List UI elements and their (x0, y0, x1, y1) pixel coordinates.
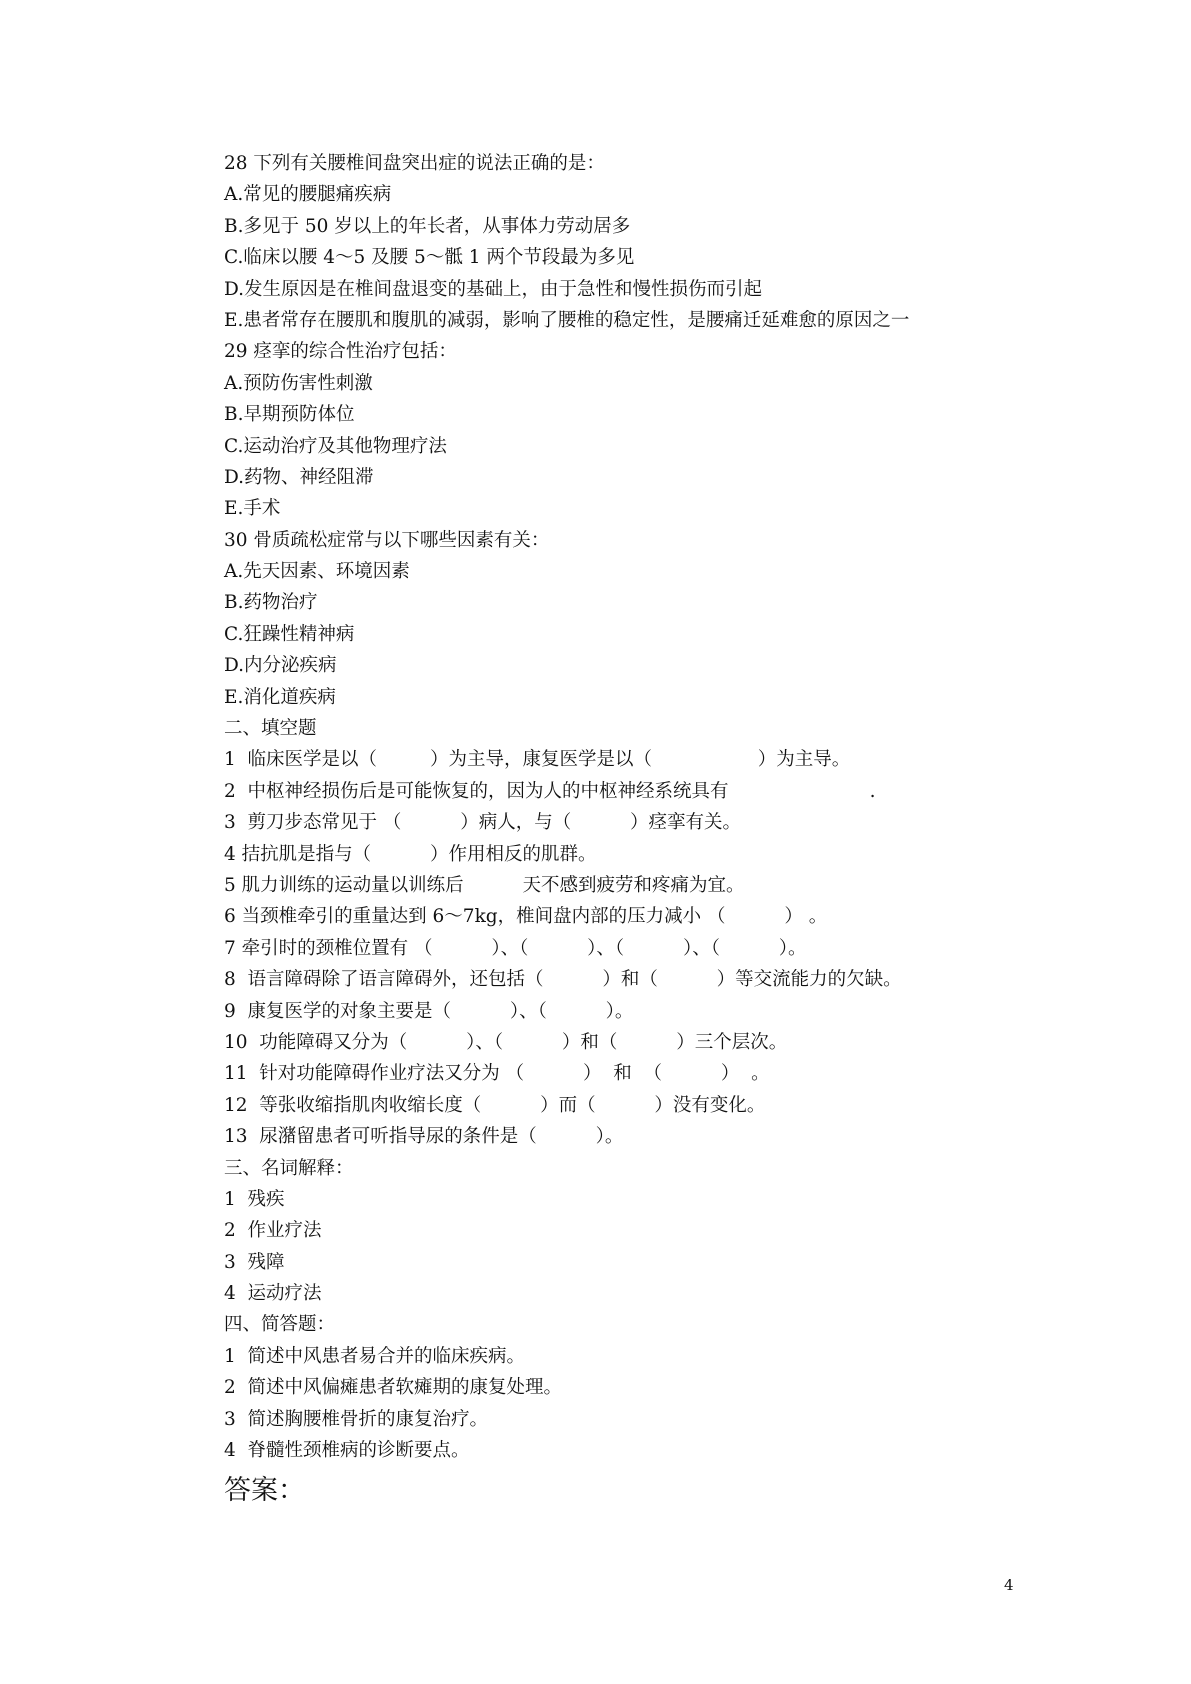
page-content (224, 148, 1124, 1512)
option-29-e: E.手术 (224, 498, 281, 520)
option-28-a: A.常见的腰腿痛疾病 (224, 184, 392, 206)
question-29: 29 痉挛的综合性治疗包括： (224, 341, 457, 363)
option-30-e: E.消化道疾病 (224, 686, 336, 708)
section-heading-fill-in: 二、填空题 (224, 718, 317, 740)
option-29-c: C.运动治疗及其他物理疗法 (224, 435, 447, 457)
option-30-a: A.先天因素、环境因素 (224, 561, 410, 583)
fill-in-item: 1 临床医学是以（ ）为主导，康复医学是以（ ）为主导。 (224, 749, 851, 771)
section-heading-short-answer: 四、简答题： (224, 1314, 336, 1336)
fill-in-item: 7 牵引时的颈椎位置有 （ ）、（ ）、（ ）、（ ）。 (224, 937, 807, 959)
option-30-c: C.狂躁性精神病 (224, 623, 355, 645)
option-30-b: B.药物治疗 (224, 592, 318, 614)
short-answer-item: 1 简述中风患者易合并的临床疾病。 (224, 1345, 526, 1367)
term-item: 1 残疾 (224, 1188, 285, 1210)
short-answer-item: 2 简述中风偏瘫患者软瘫期的康复处理。 (224, 1377, 563, 1399)
fill-in-item: 5 肌力训练的运动量以训练后 天不感到疲劳和疼痛为宜。 (224, 874, 745, 896)
fill-in-item: 13 尿潴留患者可听指导尿的条件是（ ）。 (224, 1126, 624, 1148)
option-29-d: D.药物、神经阻滞 (224, 466, 374, 488)
fill-in-item: 3 剪刀步态常见于 （ ）病人，与（ ）痉挛有关。 (224, 812, 742, 834)
option-28-d: D.发生原因是在椎间盘退变的基础上，由于急性和慢性损伤而引起 (224, 278, 763, 300)
fill-in-item: 11 针对功能障碍作业疗法又分为 （ ） 和 （ ） 。 (224, 1063, 770, 1085)
fill-in-item: 12 等张收缩指肌肉收缩长度（ ）而（ ）没有变化。 (224, 1094, 766, 1116)
term-item: 3 残障 (224, 1251, 285, 1273)
option-28-c: C.临床以腰 4～5 及腰 5～骶 1 两个节段最为多见 (224, 247, 635, 269)
option-29-a: A.预防伤害性刺激 (224, 372, 373, 394)
short-answer-item: 3 简述胸腰椎骨折的康复治疗。 (224, 1408, 489, 1430)
fill-in-item: 2 中枢神经损伤后是可能恢复的，因为人的中枢神经系统具有 . (224, 780, 876, 802)
term-item: 4 运动疗法 (224, 1283, 322, 1305)
short-answer-item: 4 脊髓性颈椎病的诊断要点。 (224, 1440, 470, 1462)
option-30-d: D.内分泌疾病 (224, 655, 337, 677)
question-28: 28 下列有关腰椎间盘突出症的说法正确的是： (224, 153, 605, 174)
option-28-b: B.多见于 50 岁以上的年长者，从事体力劳动居多 (224, 215, 631, 237)
answer-heading: 答案： (224, 1475, 305, 1507)
question-30: 30 骨质疏松症常与以下哪些因素有关： (224, 529, 550, 551)
fill-in-item: 10 功能障碍又分为（ ）、（ ）和（ ）三个层次。 (224, 1031, 788, 1053)
fill-in-item: 9 康复医学的对象主要是（ ）、（ ）。 (224, 1000, 634, 1022)
fill-in-item: 8 语言障碍除了语言障碍外，还包括（ ）和（ ）等交流能力的欠缺。 (224, 969, 902, 991)
fill-in-item: 4 拮抗肌是指与（ ）作用相反的肌群。 (224, 843, 597, 865)
fill-in-item: 6 当颈椎牵引的重量达到 6～7kg，椎间盘内部的压力减小 （ ） 。 (224, 906, 828, 928)
page-number: 4 (1004, 1576, 1014, 1594)
section-heading-terms: 三、名词解释： (224, 1157, 354, 1179)
option-28-e: E.患者常存在腰肌和腹肌的减弱，影响了腰椎的稳定性，是腰痛迁延难愈的原因之一 (224, 309, 910, 331)
option-29-b: B.早期预防体位 (224, 404, 355, 426)
term-item: 2 作业疗法 (224, 1220, 322, 1242)
